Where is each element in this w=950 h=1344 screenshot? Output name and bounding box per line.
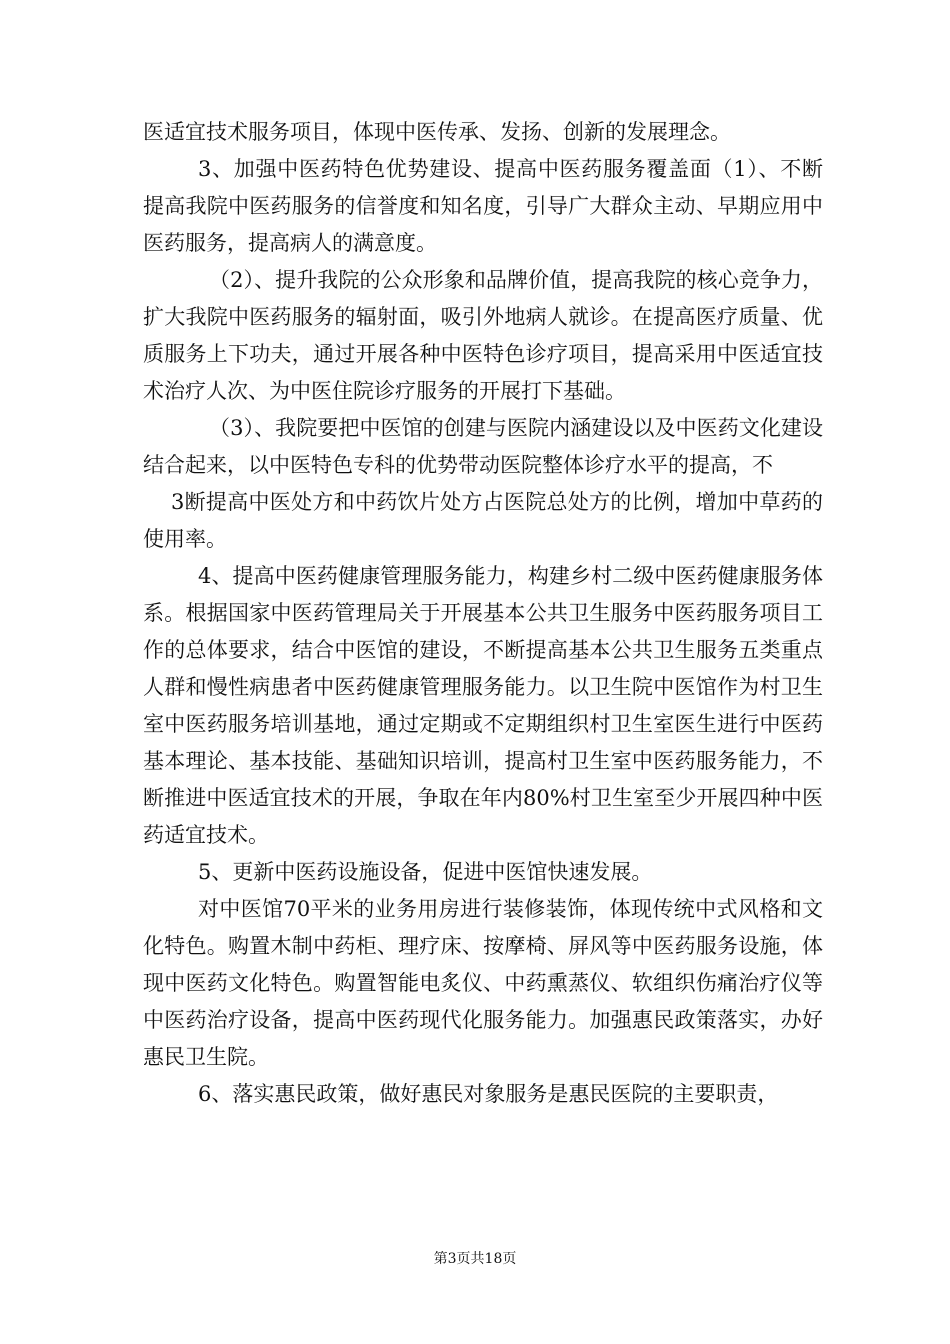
paragraph-3: （2）、提升我院的公众形象和品牌价值，提高我院的核心竞争力，扩大我院中医药服务的辐射面，吸引外地病人就诊。在提高医疗质量、优质服务上下功夫，通过开展各种中医特色诊疗项目，提高采用中医适宜技术治疗人次、为中医住院诊疗服务的开展打下基础。 bbox=[143, 268, 823, 403]
paragraph-7: 5、更新中医药设施设备，促进中医馆快速发展。 bbox=[198, 860, 653, 884]
page-number-footer: 第3页共18页 bbox=[433, 1251, 517, 1267]
paragraph-2: 3、加强中医药特色优势建设、提高中医药服务覆盖面（1）、不断提高我院中医药服务的信誉度和知名度，引导广大群众主动、早期应用中医药服务，提高病人的满意度。 bbox=[143, 157, 823, 255]
paragraph-4: （3）、我院要把中医馆的创建与医院内涵建设以及中医药文化建设结合起来，以中医特色专科的优势带动医院整体诊疗水平的提高，不 bbox=[143, 416, 823, 477]
paragraph-8: 对中医馆70平米的业务用房进行装修装饰，体现传统中式风格和文化特色。购置木制中药柜、理疗床、按摩椅、屏风等中医药服务设施，体现中医药文化特色。购置智能电炙仪、中药熏蒸仪、软组织伤痛治疗仪等中医药治疗设备，提高中医药现代化服务能力。加强惠民政策落实，办好惠民卫生院。 bbox=[143, 897, 823, 1069]
paragraph-1: 医适宜技术服务项目，体现中医传承、发扬、创新的发展理念。 bbox=[143, 120, 731, 144]
document-body bbox=[143, 114, 823, 1113]
paragraph-5: 3断提高中医处方和中药饮片处方占医院总处方的比例，增加中草药的使用率。 bbox=[143, 490, 823, 551]
paragraph-6: 4、提高中医药健康管理服务能力，构建乡村二级中医药健康服务体系。根据国家中医药管理局关于开展基本公共卫生服务中医药服务项目工作的总体要求，结合中医馆的建设，不断提高基本公共卫生服务五类重点人群和慢性病患者中医药健康管理服务能力。以卫生院中医馆作为村卫生室中医药服务培训基地，通过定期或不定期组织村卫生室医生进行中医药基本理论、基本技能、基础知识培训，提高村卫生室中医药服务能力，不断推进中医适宜技术的开展，争取在年内80%村卫生室至少开展四种中医药适宜技术。 bbox=[143, 564, 823, 847]
paragraph-9: 6、落实惠民政策，做好惠民对象服务是惠民医院的主要职责， bbox=[198, 1082, 779, 1106]
